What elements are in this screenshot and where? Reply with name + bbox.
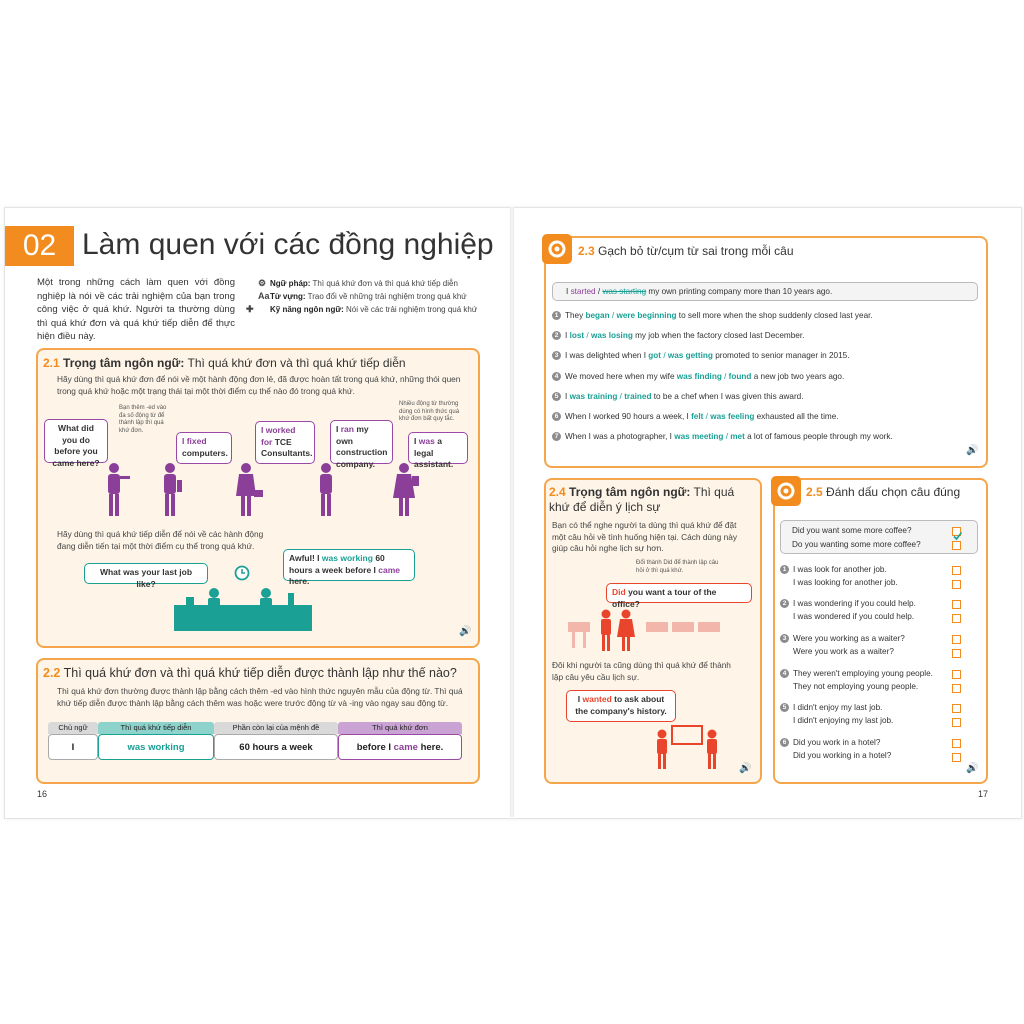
answer-checkbox[interactable] bbox=[952, 649, 961, 658]
option-b[interactable]: was losing bbox=[590, 331, 633, 340]
table-cell-past-simple: before I came here. bbox=[338, 734, 462, 760]
puzzle-icon: ✚ bbox=[246, 304, 254, 314]
answer-bubble-worked: I worked for TCE Consultants. bbox=[255, 421, 315, 464]
answer-checkbox[interactable] bbox=[952, 739, 961, 748]
exercise-2-3-item[interactable]: 5 I was training / trained to be a chef when I was given this award. bbox=[552, 392, 804, 401]
person-figure bbox=[393, 463, 419, 516]
option-b[interactable]: found bbox=[728, 372, 752, 381]
table-header-past-simple: Thì quá khứ đơn bbox=[338, 722, 462, 734]
history-illustration bbox=[652, 724, 724, 770]
example-option-b: Do you wanting some more coffee? bbox=[792, 540, 921, 549]
request-bubble: I wanted to ask about the company's history. bbox=[566, 690, 676, 722]
answer-checkbox[interactable] bbox=[952, 614, 961, 623]
audio-speaker-icon[interactable]: 🔊 bbox=[459, 626, 472, 637]
example-checkbox-checked[interactable] bbox=[952, 527, 961, 536]
exercise-2-5-option-a: 2 I was wondering if you could help. bbox=[780, 597, 916, 611]
option-b[interactable]: met bbox=[730, 432, 745, 441]
item-number: 4 bbox=[780, 669, 789, 678]
exercise-2-3-item[interactable]: 4 We moved here when my wife was finding / found a new job two years ago. bbox=[552, 372, 844, 381]
section-2-5-title: 2.5 Đánh dấu chọn câu đúng bbox=[806, 485, 961, 499]
note-did: Đổi thành Did để thành lập câu hỏi ở thì quá khứ. bbox=[636, 560, 719, 574]
exercise-2-5-option-a: 5 I didn't enjoy my last job. bbox=[780, 701, 882, 715]
exercise-2-3-item[interactable]: 3 I was delighted when I got / was getting promoted to senior manager in 2015. bbox=[552, 351, 849, 360]
example-checkbox[interactable] bbox=[952, 541, 961, 550]
page-number-left: 16 bbox=[37, 789, 48, 799]
check-icon bbox=[953, 532, 962, 541]
exercise-2-5-option-a: 6 Did you work in a hotel? bbox=[780, 736, 880, 750]
meta-skill: ✚ Kỹ năng ngôn ngữ: Nói về các trải nghiệm trong quá khứ bbox=[246, 304, 478, 314]
answer-checkbox[interactable] bbox=[952, 566, 961, 575]
meta-vocab: AaTừ vựng: Trao đổi về những trải nghiệm trong quá khứ bbox=[258, 291, 467, 301]
answer-checkbox[interactable] bbox=[952, 684, 961, 693]
section-2-4-title: 2.4 Trọng tâm ngôn ngữ: Thì quá khứ để diễn ý lịch sự bbox=[549, 485, 735, 514]
chapter-title: Làm quen với các đồng nghiệp bbox=[82, 228, 494, 261]
audio-speaker-icon[interactable]: 🔊 bbox=[966, 445, 979, 456]
item-number: 4 bbox=[552, 372, 561, 381]
answer-checkbox[interactable] bbox=[952, 718, 961, 727]
gear-icon bbox=[771, 476, 801, 506]
aa-icon: Aa bbox=[258, 291, 270, 301]
exercise-2-3-item[interactable]: 2 I lost / was losing my job when the factory closed last December. bbox=[552, 331, 804, 340]
item-number: 3 bbox=[552, 351, 561, 360]
answer-bubble-awful: Awful! I was working 60 hours a week before I came here. bbox=[283, 549, 415, 581]
chapter-meta bbox=[246, 277, 488, 316]
note-irregular: Nhiều động từ thường dùng có hình thức quá khứ đơn bất quy tắc. bbox=[399, 401, 460, 422]
exercise-2-3-item[interactable]: 1 They began / were beginning to sell more when the shop suddenly closed last year. bbox=[552, 311, 873, 320]
exercise-2-5-option-b: I didn't enjoying my last job. bbox=[793, 716, 894, 725]
option-a[interactable]: was meeting bbox=[674, 432, 724, 441]
section-2-2-text: Thì quá khứ đơn thường được thành lập bằng cách thêm -ed vào hình thức nguyên mẫu của động từ. Thì quá khứ tiếp diễn được thành lập bằng cách thêm was hoặc were trước động từ và -ing vào ngay sau động từ. bbox=[57, 686, 463, 708]
option-a[interactable]: lost bbox=[569, 331, 585, 340]
section-2-1-text-1: Hãy dùng thì quá khứ đơn để nói về một hành động đơn lẻ, đã được hoàn tất trong quá khứ, những thói quen trong quá khứ hoặc một trạng thái tại một thời điểm cụ thể nào đó trong quá khứ. bbox=[57, 374, 461, 396]
exercise-2-5-option-b: Did you working in a hotel? bbox=[793, 751, 892, 760]
item-number: 1 bbox=[552, 311, 561, 320]
table-cell-verb-continuous: was working bbox=[98, 734, 214, 760]
gear-icon: ⚙ bbox=[258, 278, 267, 288]
table-cell-rest: 60 hours a week bbox=[214, 734, 338, 760]
clock-icon bbox=[234, 565, 250, 581]
audio-speaker-icon[interactable]: 🔊 bbox=[966, 763, 979, 774]
person-figure bbox=[164, 463, 182, 516]
item-number: 6 bbox=[780, 738, 789, 747]
section-2-4-text-1: Bạn có thể nghe người ta dùng thì quá khứ để đặt một câu hỏi về tình huống hiện tại. Cách dùng này giúp câu hỏi nghe lịch sự hơn. bbox=[552, 520, 737, 553]
answer-bubble-fixed: I fixed computers. bbox=[176, 432, 232, 464]
answer-checkbox[interactable] bbox=[952, 600, 961, 609]
office-desk-illustration bbox=[174, 585, 314, 633]
item-number: 3 bbox=[780, 634, 789, 643]
exercise-2-5-option-b: They not employing young people. bbox=[793, 682, 919, 691]
person-figure bbox=[108, 463, 130, 516]
answer-checkbox[interactable] bbox=[952, 580, 961, 589]
exercise-2-3-item[interactable]: 7 When I was a photographer, I was meeting / met a lot of famous people through my work. bbox=[552, 432, 893, 441]
exercise-2-5-option-a: 4 They weren't employing young people. bbox=[780, 667, 933, 681]
answer-checkbox[interactable] bbox=[952, 670, 961, 679]
table-header-past-continuous: Thì quá khứ tiếp diễn bbox=[98, 722, 214, 734]
question-bubble-1: What did you do before you came here? bbox=[44, 419, 108, 463]
gear-icon bbox=[542, 234, 572, 264]
option-b[interactable]: was feeling bbox=[710, 412, 755, 421]
section-2-1-text-2: Hãy dùng thì quá khứ tiếp diễn để nói về các hành động đang diễn tiến tại một thời điểm cụ thể trong quá khứ. bbox=[57, 529, 264, 551]
exercise-2-5-option-a: 3 Were you working as a waiter? bbox=[780, 632, 905, 646]
table-header-rest: Phần còn lại của mệnh đề bbox=[214, 722, 338, 734]
exercise-2-5-option-a: 1 I was look for another job. bbox=[780, 563, 887, 577]
item-number: 2 bbox=[780, 599, 789, 608]
audio-speaker-icon[interactable]: 🔊 bbox=[739, 763, 752, 774]
page-number-right: 17 bbox=[978, 789, 989, 799]
item-number: 5 bbox=[780, 703, 789, 712]
section-2-2-title: 2.2 Thì quá khứ đơn và thì quá khứ tiếp diễn được thành lập như thế nào? bbox=[43, 666, 457, 680]
note-ed: Bạn thêm -ed vào đa số động từ để thành lập thì quá khứ đơn. bbox=[119, 405, 167, 434]
person-figure bbox=[236, 463, 263, 516]
section-2-4-text-2: Đôi khi người ta cũng dùng thì quá khứ để thành lập câu yêu cầu lịch sự. bbox=[552, 660, 731, 682]
item-number: 5 bbox=[552, 392, 561, 401]
example-option-a: Did you want some more coffee? bbox=[792, 526, 912, 535]
option-b[interactable]: trained bbox=[624, 392, 652, 401]
option-a[interactable]: began bbox=[585, 311, 610, 320]
question-bubble-tour: Did you want a tour of the office? bbox=[606, 583, 752, 603]
option-b[interactable]: was getting bbox=[667, 351, 713, 360]
meta-grammar: ⚙ Ngữ pháp: Thì quá khứ đơn và thì quá khứ tiếp diễn bbox=[258, 278, 458, 288]
chapter-number: 02 bbox=[5, 226, 74, 266]
book-gutter bbox=[510, 207, 514, 817]
person-figure bbox=[320, 463, 332, 516]
section-2-3-title: 2.3 Gạch bỏ từ/cụm từ sai trong mỗi câu bbox=[578, 244, 794, 258]
item-number: 7 bbox=[552, 432, 561, 441]
option-a[interactable]: felt bbox=[691, 412, 704, 421]
option-a[interactable]: was finding bbox=[676, 372, 722, 381]
option-b[interactable]: were beginning bbox=[616, 311, 677, 320]
people-illustration bbox=[100, 462, 430, 520]
answer-checkbox[interactable] bbox=[952, 635, 961, 644]
example-sentence: I started / was starting my own printing company more than 10 years ago. bbox=[566, 287, 833, 296]
table-header-subject: Chủ ngữ bbox=[48, 722, 98, 734]
question-bubble-2: What was your last job like? bbox=[84, 563, 208, 584]
section-2-1-title: 2.1 Trọng tâm ngôn ngữ: Thì quá khứ đơn và thì quá khứ tiếp diễn bbox=[43, 356, 406, 370]
item-number: 1 bbox=[780, 565, 789, 574]
answer-checkbox[interactable] bbox=[952, 753, 961, 762]
exercise-2-5-option-b: I was looking for another job. bbox=[793, 578, 898, 587]
exercise-2-5-option-b: I was wondered if you could help. bbox=[793, 612, 915, 621]
chapter-intro: Một trong những cách làm quen với đồng nghiệp là nói về các trải nghiệm của bạn trong công việc ở quá khứ. Người ta thường dùng thì quá khứ đơn và quá khứ tiếp diễn để thực hiện điều này. bbox=[37, 277, 235, 342]
exercise-2-3-item[interactable]: 6 When I worked 90 hours a week, I felt / was feeling exhausted all the time. bbox=[552, 412, 839, 421]
answer-bubble-ran: I ran my own construction company. bbox=[330, 420, 393, 464]
table-cell-subject: I bbox=[48, 734, 98, 760]
option-a[interactable]: got bbox=[648, 351, 662, 360]
answer-checkbox[interactable] bbox=[952, 704, 961, 713]
option-a[interactable]: was training bbox=[569, 392, 618, 401]
exercise-2-5-option-b: Were you work as a waiter? bbox=[793, 647, 894, 656]
office-tour-illustration bbox=[568, 608, 748, 652]
item-number: 2 bbox=[552, 331, 561, 340]
answer-bubble-was: I was a legal assistant. bbox=[408, 432, 468, 464]
item-number: 6 bbox=[552, 412, 561, 421]
